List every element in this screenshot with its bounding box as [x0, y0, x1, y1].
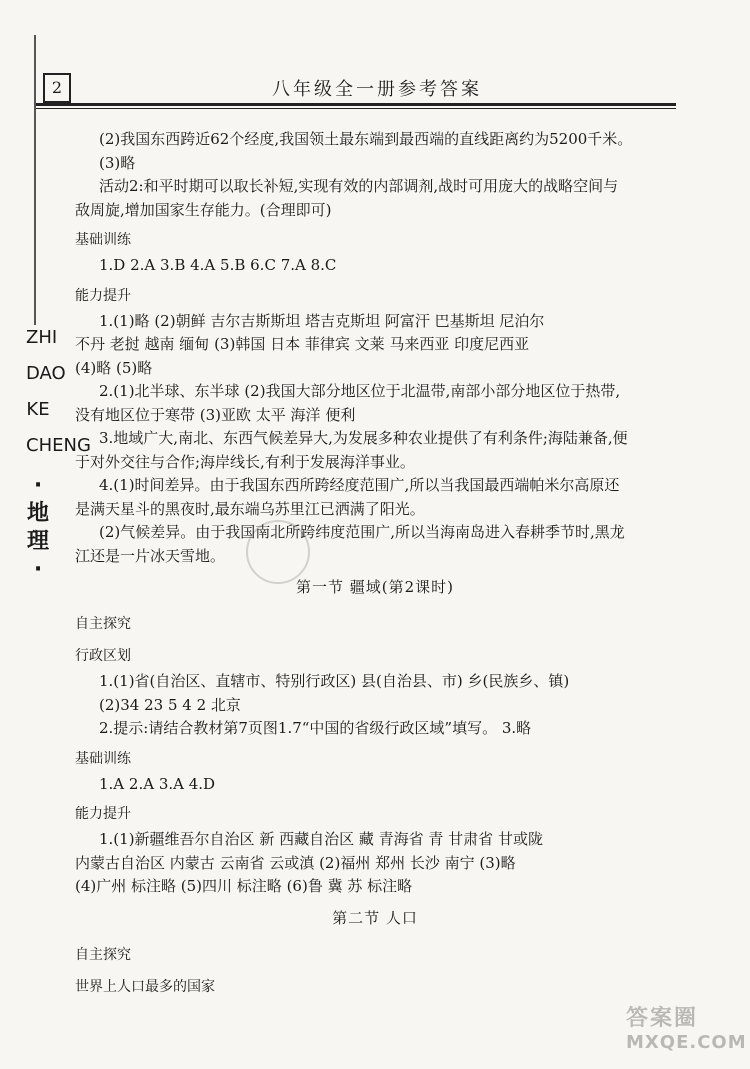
answer-line: 是满天星斗的黑夜时,最东端乌苏里江已洒满了阳光。 [75, 499, 425, 518]
answer-line: 江还是一片冰天雪地。 [75, 546, 226, 565]
answer-line: (4)广州 标注略 (5)四川 标注略 (6)鲁 冀 苏 标注略 [75, 877, 413, 895]
section-label: 能力提升 [75, 287, 131, 304]
section-label: 基础训练 [75, 750, 131, 767]
answer-line: (2)气候差异。由于我国南北所跨纬度范围广,所以当海南岛进入春耕季节时,黑龙 [99, 523, 625, 541]
answer-line: 活动2:和平时期可以取长补短,实现有效的内部调剂,战时可用庞大的战略空间与 [99, 177, 619, 195]
section-label: 世界上人口最多的国家 [75, 978, 215, 995]
answer-line: 1.D 2.A 3.B 4.A 5.B 6.C 7.A 8.C [99, 256, 337, 274]
series-word: CHENG [26, 435, 91, 456]
answer-line: 1.A 2.A 3.A 4.D [99, 774, 216, 793]
answer-line: 敌周旋,增加国家生存能力。(合理即可) [75, 200, 332, 219]
section-heading: 第一节 疆域(第2课时) [295, 578, 455, 596]
answer-line: 2.提示:请结合教材第7页图1.7“中国的省级行政区域”填写。 3.略 [99, 719, 532, 737]
section-label: 基础训练 [75, 232, 131, 248]
series-word: ZHI [26, 327, 58, 348]
answer-line: 3.地域广大,南北、东西气候差异大,为发展多种农业提供了有利条件;海陆兼备,便 [99, 429, 628, 447]
answer-line: 2.(1)北半球、东半球 (2)我国大部分地区位于北温带,南部小部分地区位于热带, [99, 382, 621, 400]
series-word: DAO [26, 363, 66, 384]
answer-line: 1.(1)略 (2)朝鲜 吉尔吉斯斯坦 塔吉克斯坦 阿富汗 巴基斯坦 尼泊尔 [99, 311, 545, 330]
side-rule [34, 35, 36, 325]
section-label: 行政区划 [75, 648, 131, 664]
series-word: KE [26, 399, 50, 420]
subject-label: ·地理· [26, 473, 49, 582]
answer-line: 1.(1)省(自治区、直辖市、特别行政区) 县(自治县、市) 乡(民族乡、镇) [99, 672, 570, 690]
section-label: 自主探究 [75, 616, 131, 632]
answer-line: 4.(1)时间差异。由于我国东西所跨经度范围广,所以当我国最西端帕米尔高原还 [99, 476, 620, 494]
answer-line: (4)略 (5)略 [75, 358, 153, 377]
answer-line: (2)我国东西跨近62个经度,我国领土最东端到最西端的直线距离约为5200千米。 [99, 130, 633, 148]
answer-line: (3)略 [99, 153, 136, 172]
watermark-logo-text: 答案圈 [626, 1006, 699, 1031]
page-title: 八年级全一册参考答案 [272, 79, 482, 100]
header-divider [36, 103, 676, 106]
series-name-vertical [26, 327, 91, 584]
answer-body [75, 128, 675, 1001]
answer-line: 内蒙古自治区 内蒙古 云南省 云或滇 (2)福州 郑州 长沙 南宁 (3)略 [75, 853, 516, 872]
watermark-logo [626, 1001, 747, 1053]
page-number: 2 [43, 73, 71, 103]
answer-line: 1.(1)新疆维吾尔自治区 新 西藏自治区 藏 青海省 青 甘肃省 甘或陇 [99, 830, 543, 848]
answer-line: 没有地区位于寒带 (3)亚欧 太平 海洋 便利 [75, 405, 356, 424]
answer-line: 不丹 老挝 越南 缅甸 (3)韩国 日本 菲律宾 文莱 马来西亚 印度尼西亚 [75, 335, 530, 353]
answer-line: (2)34 23 5 4 2 北京 [99, 695, 241, 714]
section-label: 自主探究 [75, 946, 131, 963]
watermark-stamp [246, 520, 310, 584]
section-label: 能力提升 [75, 806, 131, 822]
section-heading: 第二节 人口 [332, 908, 418, 927]
header-divider-thin [36, 108, 676, 109]
watermark-url: MXQE.COM [626, 1032, 747, 1053]
answer-line: 于对外交往与合作;海岸线长,有利于发展海洋事业。 [75, 452, 415, 471]
